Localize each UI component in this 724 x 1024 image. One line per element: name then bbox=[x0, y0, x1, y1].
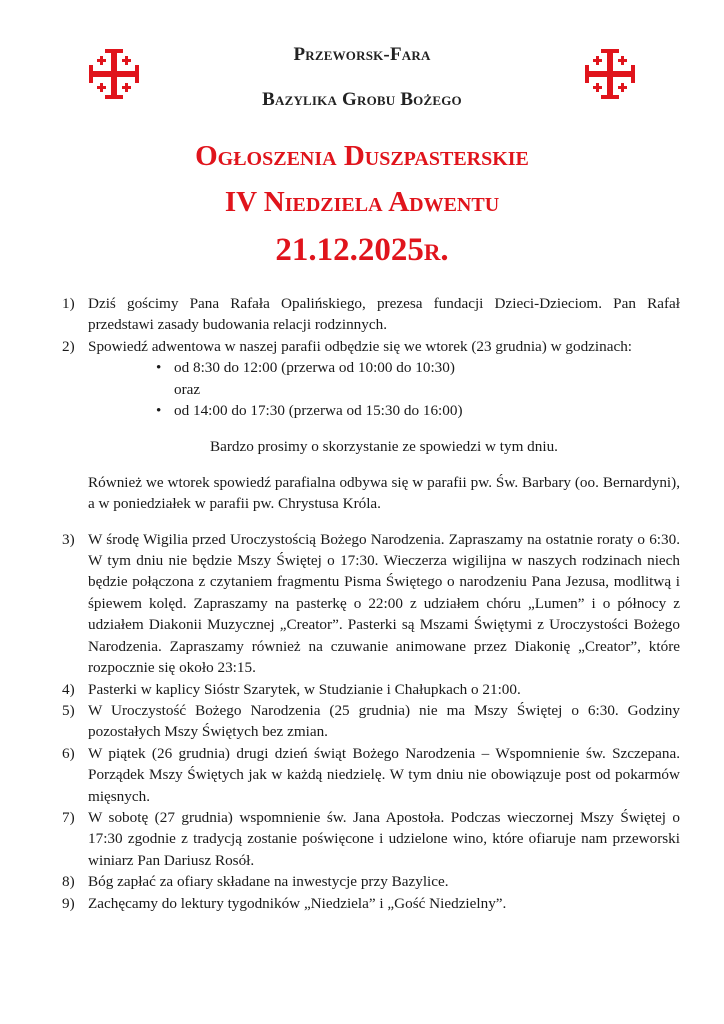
item-number: 2) bbox=[62, 337, 75, 355]
item-number: 7) bbox=[62, 808, 75, 826]
item-number: 3) bbox=[62, 530, 75, 548]
announcements-list bbox=[62, 293, 680, 914]
announcement-item bbox=[62, 743, 680, 807]
announcement-item bbox=[62, 807, 680, 871]
announcement-item bbox=[62, 336, 680, 357]
hours-item bbox=[156, 357, 680, 378]
basilica-name: Bazylika Grobu Bożego bbox=[262, 89, 462, 110]
confession-request: Bardzo prosimy o skorzystanie ze spowiedzi w tym dniu. bbox=[210, 438, 558, 456]
bullet-icon: • bbox=[156, 402, 162, 420]
item-number: 6) bbox=[62, 744, 75, 762]
item-text: W Uroczystość Bożego Narodzenia (25 grudnia) nie ma Mszy Świętej o 6:30. Godziny pozostałych Mszy Świętych bez zmian. bbox=[88, 701, 680, 741]
item-number: 4) bbox=[62, 680, 75, 698]
document-title: Ogłoszenia Duszpasterskie bbox=[195, 140, 529, 172]
item-text: Zachęcamy do lektury tygodników „Niedziela” i „Gość Niedzielny”. bbox=[88, 894, 507, 912]
confession-hours bbox=[156, 357, 680, 378]
announcement-item bbox=[62, 871, 680, 892]
item-text: W środę Wigilia przed Uroczystością Bożego Narodzenia. Zapraszamy na ostatnie roraty o 6:30. W tym dniu nie będzie Mszy Świętej o 17:30. Wieczerza wigilijna w naszych rodzinach niech będzie połączona z czytaniem fragmentu Pisma Świętego o narodzeniu Pana Jezusa, modlitwą i śpiewem kolęd. Zapraszamy na pasterkę o 22:00 z udziałem chóru „Lumen” i o północy z udziałem Diakonii Muzycznej „Creator”. Pasterki są Mszami Świętymi z Uroczystości Bożego Narodzenia. Zapraszamy również na czuwanie animowane przez Diakonię „Creator”, które rozpocznie się około 23:15. bbox=[88, 530, 680, 677]
announcement-item bbox=[62, 293, 680, 336]
item-text: Bóg zapłać za ofiary składane na inwestycje przy Bazylice. bbox=[88, 873, 449, 891]
item-text: Spowiedź adwentowa w naszej parafii odbędzie się we wtorek (23 grudnia) w godzinach: bbox=[88, 337, 633, 355]
hours-item bbox=[156, 400, 680, 421]
item-number: 8) bbox=[62, 873, 75, 891]
conjunction-text: oraz bbox=[174, 380, 201, 398]
hours-text: od 14:00 do 17:30 (przerwa od 15:30 do 16:00) bbox=[174, 402, 463, 420]
item-number: 1) bbox=[62, 295, 75, 312]
bullet-icon: • bbox=[156, 359, 162, 377]
confession-other-parishes: Również we wtorek spowiedź parafialna odbywa się w parafii pw. Św. Barbary (oo. Bernardyni), a w poniedziałek w parafii pw. Chrystusa Króla. bbox=[88, 473, 680, 513]
announcement-item bbox=[62, 529, 680, 679]
announcement-item bbox=[62, 679, 680, 700]
parish-name: Przeworsk-Fara bbox=[293, 44, 431, 65]
announcement-item bbox=[62, 700, 680, 743]
confession-hours bbox=[156, 400, 680, 421]
hours-text: od 8:30 do 12:00 (przerwa od 10:00 do 10:30) bbox=[174, 359, 455, 377]
item-number: 5) bbox=[62, 701, 75, 719]
item-text: W sobotę (27 grudnia) wspomnienie św. Jana Apostoła. Podczas wieczornej Mszy Świętej o 17:30 zgodnie z tradycją zostanie poświęcone i udzielone wino, które ofiaruje nam przeworski winiarz Pan Dariusz Rosół. bbox=[88, 808, 680, 869]
item-text: Pasterki w kaplicy Sióstr Szarytek, w Studzianie i Chałupkach o 21:00. bbox=[88, 680, 521, 698]
item-number: 9) bbox=[62, 894, 75, 912]
document-date: 21.12.2025r. bbox=[275, 232, 449, 268]
item-text: Dziś gościmy Pana Rafała Opalińskiego, prezesa fundacji Dzieci-Dzieciom. Pan Rafał przedstawi zasady budowania relacji rodzinnych. bbox=[88, 295, 680, 334]
sunday-name: IV Niedziela Adwentu bbox=[224, 186, 500, 218]
item-text: W piątek (26 grudnia) drugi dzień świąt Bożego Narodzenia – Wspomnienie św. Szczepana. Porządek Mszy Świętych jak w każdą niedzielę. W tym dniu nie obowiązuje post od pokarmów mięsnych. bbox=[88, 744, 680, 805]
announcement-item bbox=[62, 893, 680, 914]
